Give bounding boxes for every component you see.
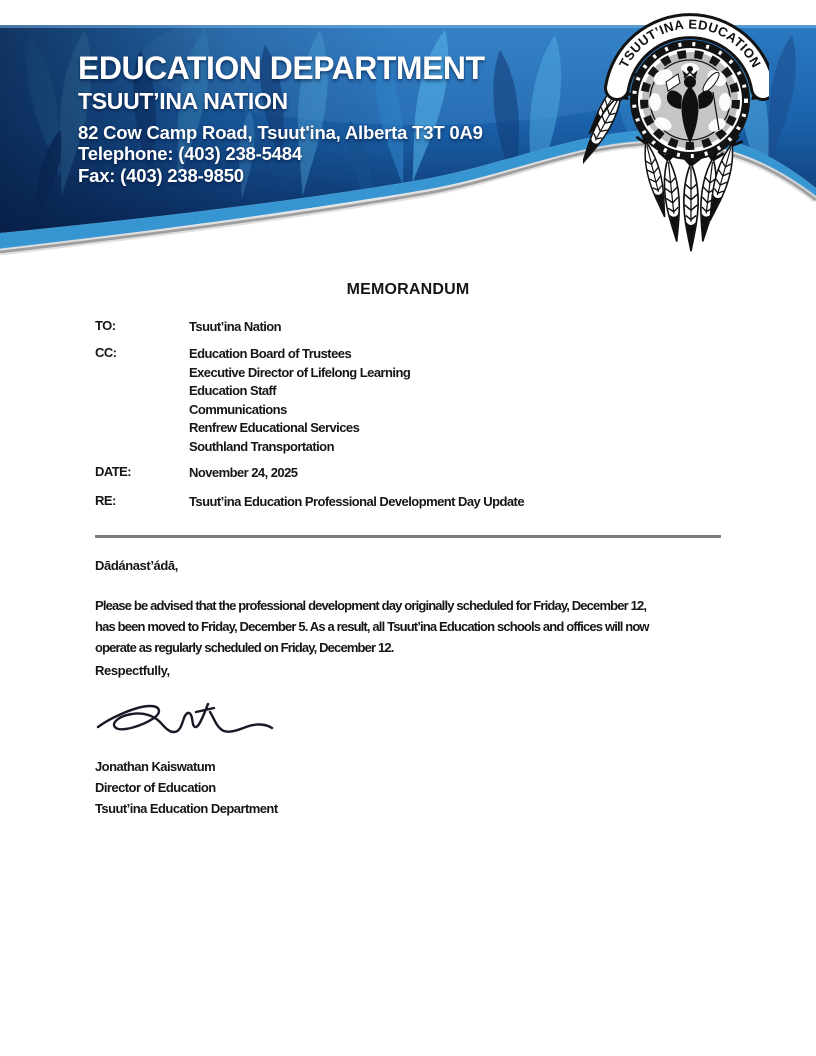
tsuutina-education-logo <box>583 12 769 254</box>
logo-arc-text: TSUUT’INA EDUCATION <box>615 16 765 71</box>
header-text-block <box>78 52 485 186</box>
handwritten-signature <box>92 692 277 754</box>
memo-field-cc <box>95 345 410 456</box>
memo-body-line: operate as regularly scheduled on Friday, December 12. <box>95 640 394 655</box>
signer-title: Director of Education <box>95 780 216 795</box>
memo-field-label: DATE: <box>95 464 132 479</box>
memo-field-value: Executive Director of Lifelong Learning <box>189 364 411 380</box>
memo-body-paragraph <box>95 595 649 658</box>
memo-field-value: Communications <box>189 401 287 417</box>
signer-name: Jonathan Kaiswatum <box>95 759 216 774</box>
memo-field-value: Education Board of Trustees <box>189 346 352 361</box>
memo-field-value: Southland Transportation <box>189 438 334 454</box>
memo-title: MEMORANDUM <box>346 281 470 298</box>
memo-field-date <box>95 464 297 483</box>
memo-closing: Respectfully, <box>95 663 170 678</box>
header-fax-line: Fax: (403) 238-9850 <box>78 164 244 186</box>
signer-organization: Tsuut’ina Education Department <box>95 801 278 816</box>
memo-field-label: RE: <box>95 493 116 508</box>
header-address-line: 82 Cow Camp Road, Tsuut'ina, Alberta T3T 0A9 <box>78 121 483 143</box>
memo-field-re <box>95 493 524 512</box>
header-telephone-line: Telephone: (403) 238-5484 <box>78 143 302 165</box>
logo-bottom-feather <box>683 153 701 252</box>
memo-field-label: TO: <box>95 318 116 333</box>
logo-hoop <box>630 40 750 160</box>
memo-greeting: Dādánast’ádā, <box>95 558 178 573</box>
memo-field-value: November 24, 2025 <box>189 465 298 480</box>
divider-rule <box>95 535 721 538</box>
memo-field-value: Renfrew Educational Services <box>189 420 360 435</box>
memo-body-line: Please be advised that the professional development day originally scheduled for Friday, December 12, <box>95 598 647 613</box>
memo-field-value: Education Staff <box>189 383 277 398</box>
memo-field-to <box>95 318 281 337</box>
header-contact-block <box>78 122 485 187</box>
memo-field-value: Tsuut’ina Education Professional Development Day Update <box>189 494 525 509</box>
header-nation-subtitle: TSUUT’INA NATION <box>78 87 288 114</box>
signature-block <box>95 756 278 819</box>
memo-body-line: has been moved to Friday, December 5. As a result, all Tsuut’ina Education schools and offices will now <box>95 619 649 634</box>
memo-field-label: CC: <box>95 345 117 360</box>
header-department-title: EDUCATION DEPARTMENT <box>78 50 485 86</box>
memo-field-value: Tsuut’ina Nation <box>189 319 282 334</box>
